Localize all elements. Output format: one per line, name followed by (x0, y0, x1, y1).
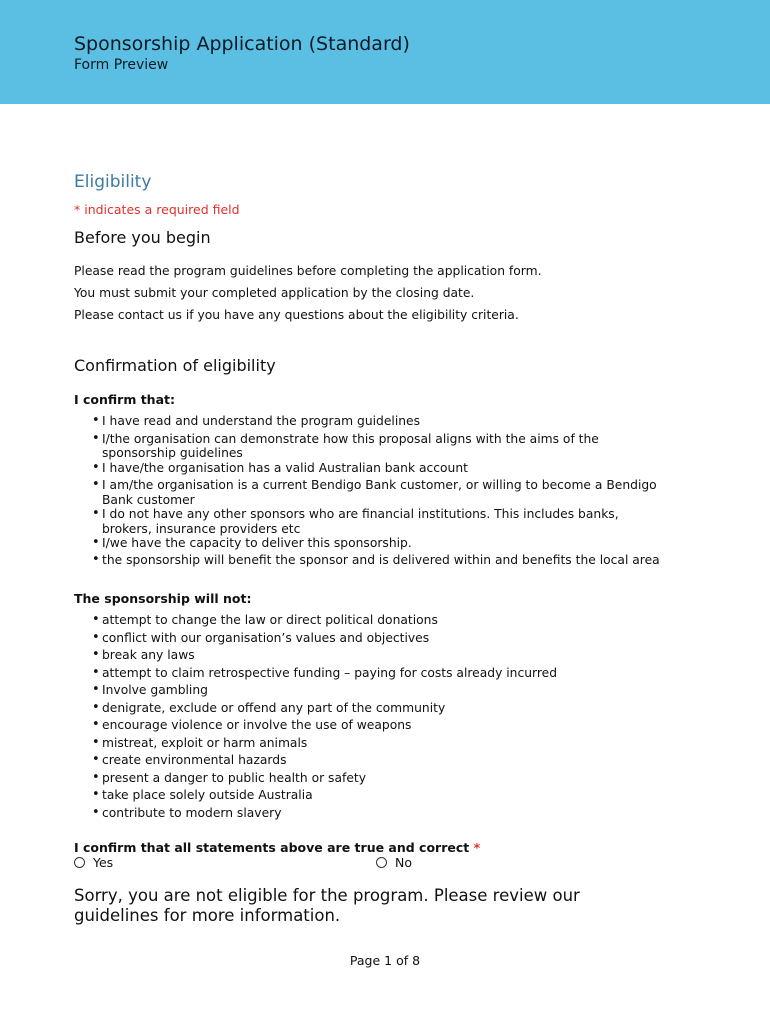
confirm-list (92, 414, 672, 567)
list-item: • break any laws (92, 648, 672, 663)
list-item: • I have/the organisation has a valid Australian bank account (92, 461, 672, 476)
required-marker: * (473, 840, 481, 855)
list-item: • contribute to modern slavery (92, 806, 672, 821)
intro-paragraph: You must submit your completed application by the closing date. (74, 286, 475, 300)
list-item: • take place solely outside Australia (92, 788, 672, 803)
list-item: • I am/the organisation is a current Bendigo Bank customer, or willing to become a Bendigo Bank customer (92, 478, 672, 507)
radio-circle-icon[interactable] (376, 857, 387, 868)
will-not-label: The sponsorship will not: (74, 591, 252, 606)
confirm-question (74, 840, 480, 855)
list-item: • encourage violence or involve the use of weapons (92, 718, 672, 733)
will-not-list (92, 613, 672, 820)
form-subtitle: Form Preview (74, 57, 169, 73)
before-you-begin-heading: Before you begin (74, 228, 211, 247)
page-header (0, 0, 770, 104)
list-item: • attempt to claim retrospective funding – paying for costs already incurred (92, 666, 672, 681)
list-item: • I do not have any other sponsors who are financial institutions. This includes banks, brokers, insurance providers etc (92, 507, 672, 536)
radio-option-no[interactable] (376, 855, 412, 870)
radio-label-no: No (395, 855, 412, 870)
list-item: • present a danger to public health or safety (92, 771, 672, 786)
list-item: • mistreat, exploit or harm animals (92, 736, 672, 751)
radio-circle-icon[interactable] (74, 857, 85, 868)
intro-paragraph: Please contact us if you have any questions about the eligibility criteria. (74, 308, 519, 322)
confirmation-heading: Confirmation of eligibility (74, 356, 276, 375)
radio-label-yes: Yes (93, 855, 114, 870)
intro-paragraph: Please read the program guidelines before completing the application form. (74, 264, 542, 278)
section-title: Eligibility (74, 172, 152, 192)
confirm-that-label: I confirm that: (74, 392, 175, 407)
list-item: • denigrate, exclude or offend any part of the community (92, 701, 672, 716)
list-item: • I/we have the capacity to deliver this sponsorship. (92, 536, 672, 551)
list-item: • conflict with our organisation’s values and objectives (92, 631, 672, 646)
ineligible-message: Sorry, you are not eligible for the program. Please review our guidelines for more information. (74, 886, 580, 925)
page-number: Page 1 of 8 (349, 953, 421, 968)
list-item: • I/the organisation can demonstrate how this proposal aligns with the aims of the sponsorship guidelines (92, 432, 672, 461)
form-title: Sponsorship Application (Standard) (74, 33, 410, 55)
list-item: • attempt to change the law or direct political donations (92, 613, 672, 628)
required-field-note: * indicates a required field (74, 202, 240, 217)
confirm-question-text: I confirm that all statements above are true and correct (74, 840, 470, 855)
list-item: • I have read and understand the program guidelines (92, 414, 672, 429)
list-item: • the sponsorship will benefit the sponsor and is delivered within and benefits the local area (92, 553, 672, 568)
list-item: • Involve gambling (92, 683, 672, 698)
list-item: • create environmental hazards (92, 753, 672, 768)
radio-option-yes[interactable] (74, 855, 113, 870)
